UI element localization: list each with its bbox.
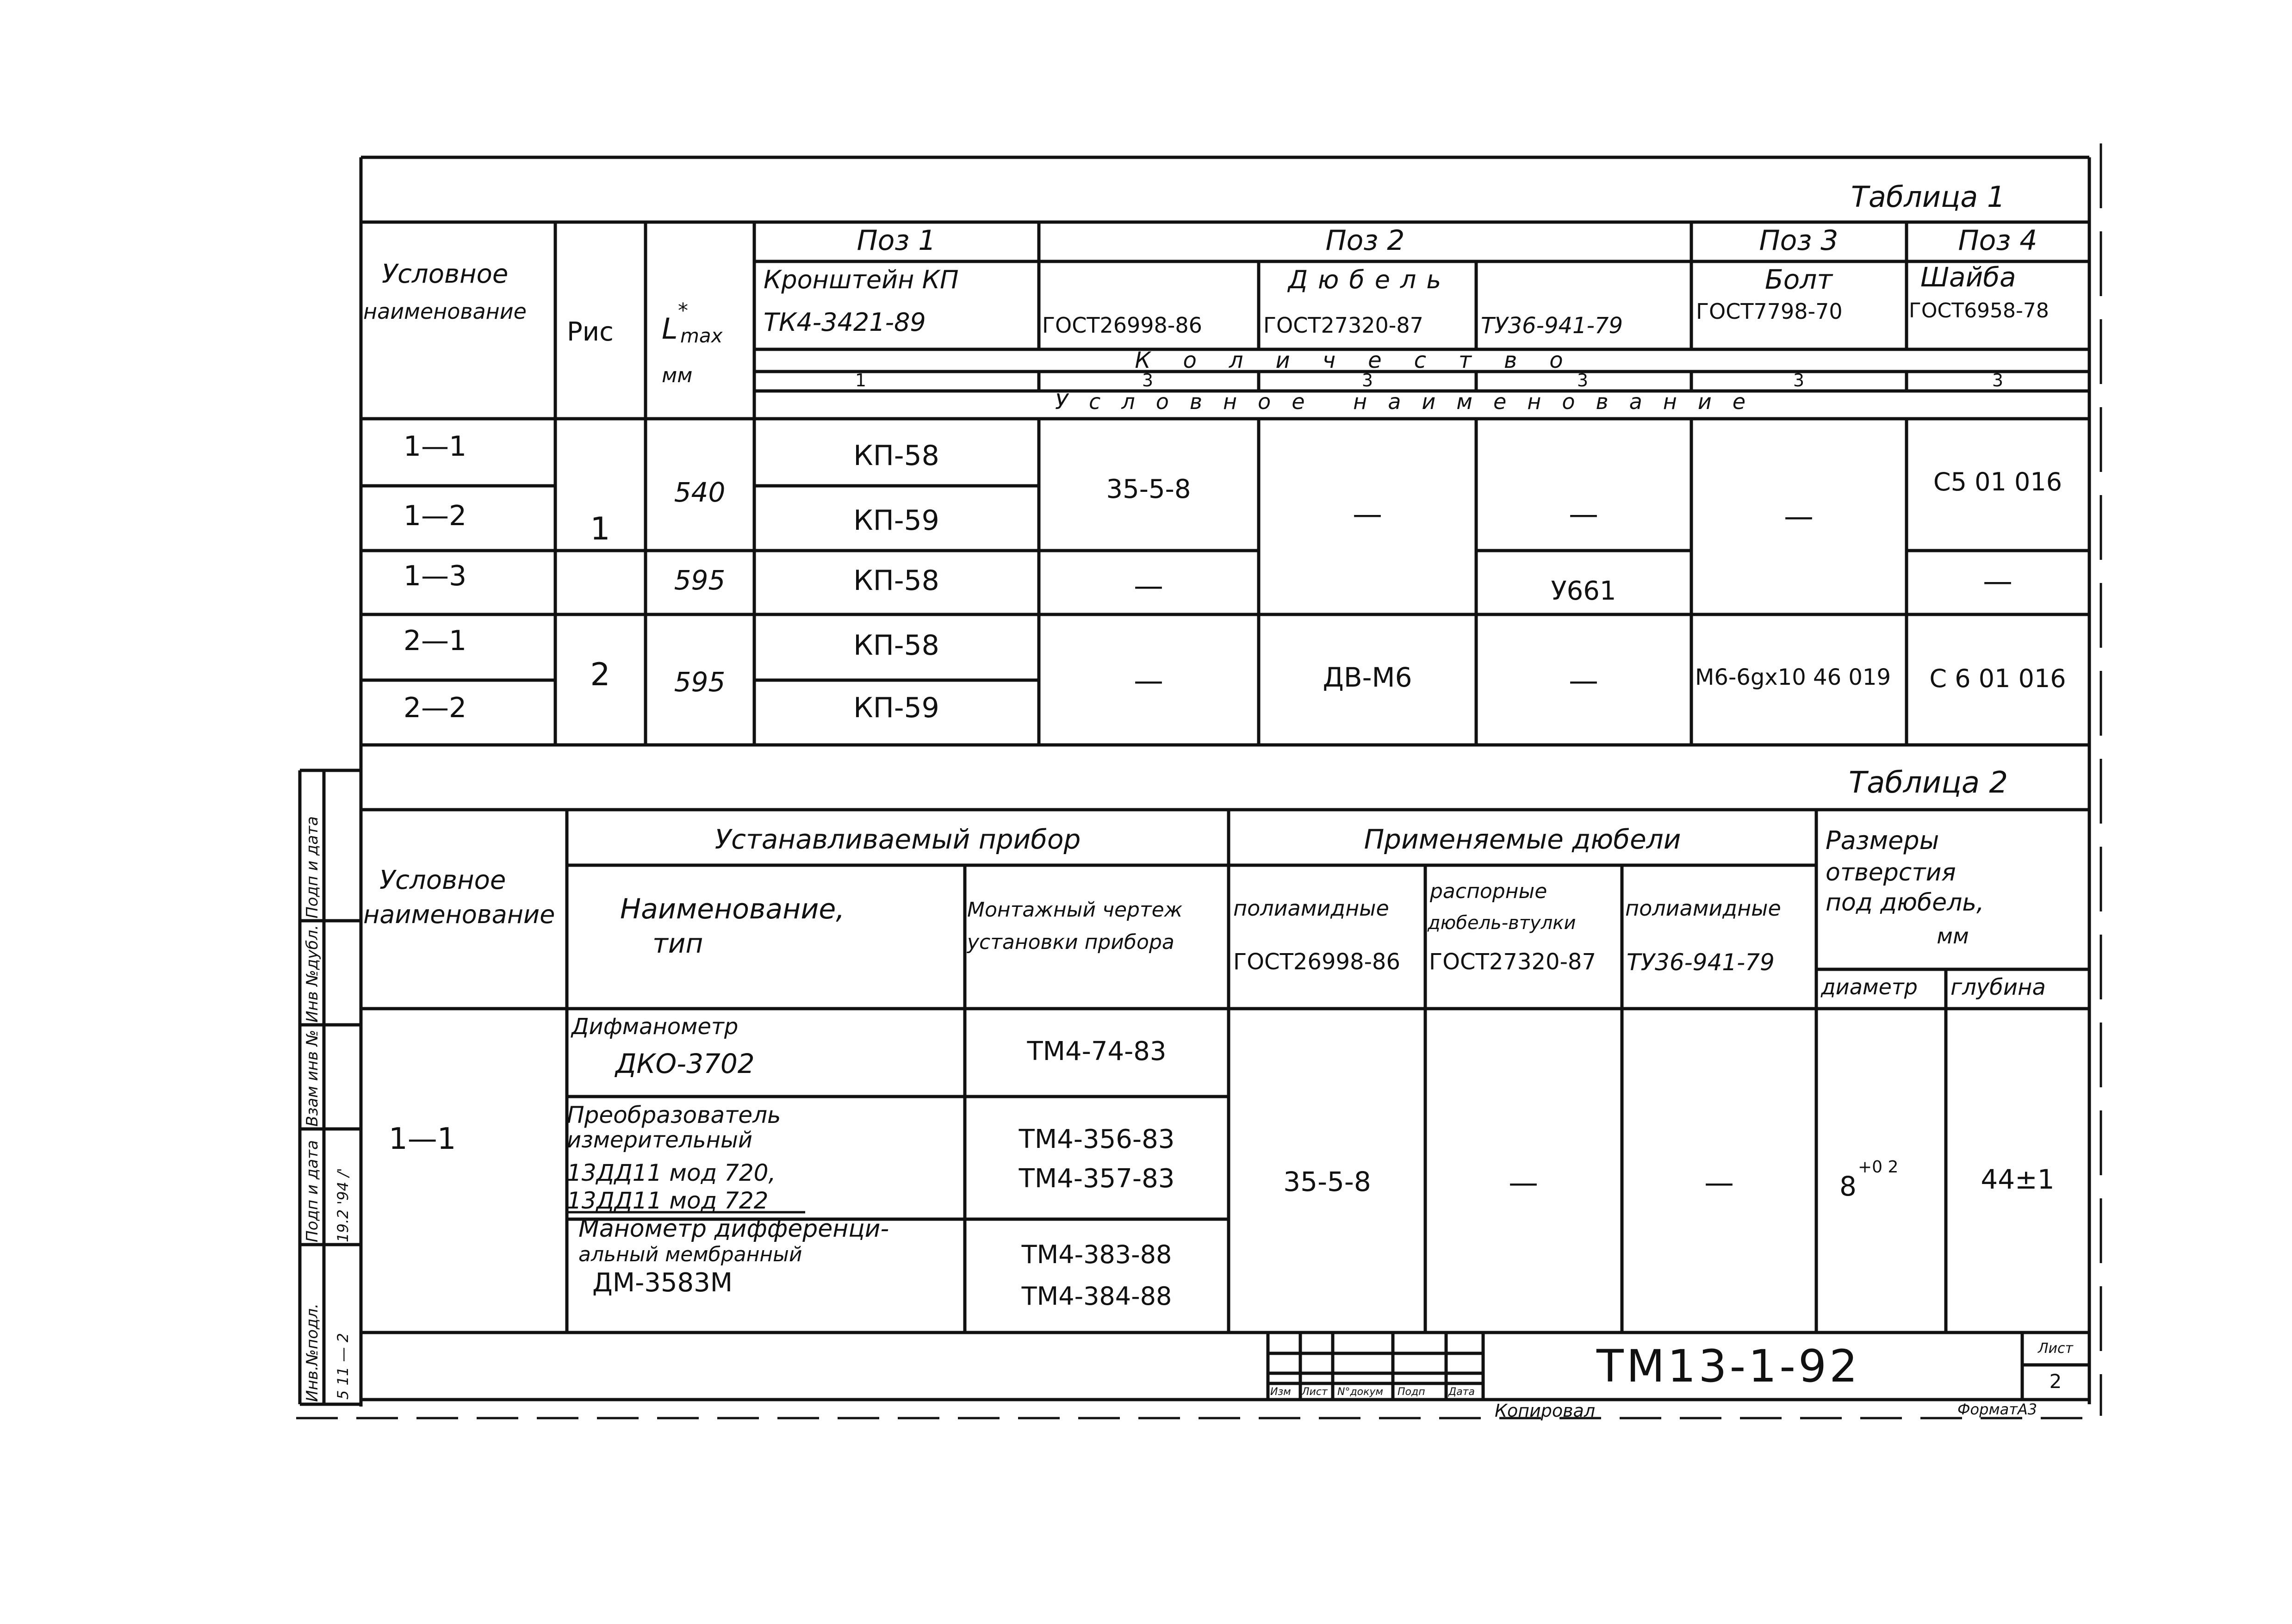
t1-qty-pos2b: 3 (1361, 370, 1373, 391)
t2-device-1-line2: ДКО-3702 (615, 1048, 755, 1079)
t1-pos2-std1: ГОСТ26998-86 (1042, 313, 1202, 338)
t2-header-name-line1: Условное (379, 865, 506, 895)
t1-pos2c-dash: — (1569, 664, 1598, 698)
t1-qty-pos2a: 3 (1142, 370, 1154, 391)
t2-device-1-drawing: ТМ4-74-83 (1027, 1036, 1167, 1066)
t1-qty-pos1: 1 (855, 370, 867, 391)
t2-dowel1-type: полиамидные (1233, 896, 1389, 921)
t2-header-dowels: Применяемые дюбели (1364, 824, 1681, 855)
t1-pos4-std: ГОСТ6958-78 (1909, 299, 2049, 322)
t2-diameter: диаметр (1821, 974, 1918, 999)
t2-device-3-drawing-2: ТМ4-384-88 (1021, 1282, 1172, 1311)
t2-header-drawing-2: установки прибора (967, 930, 1174, 954)
stamp-sign-date-2: Подп и дата (303, 816, 322, 918)
t1-header-pos3: Поз 3 (1759, 224, 1839, 257)
t1-header-lmax-sub: max (680, 324, 723, 347)
t1-header-lmax-symbol: L (662, 312, 678, 346)
t1-header-fig: Рис (567, 317, 614, 347)
t1-row-name: 1—3 (403, 560, 467, 592)
title-col-doc: N°докум (1337, 1386, 1384, 1398)
t1-pos2b-value: ДВ-М6 (1323, 662, 1412, 693)
t2-dowel2-std: ГОСТ27320-87 (1429, 949, 1596, 975)
t2-depth-value: 44±1 (1981, 1164, 2055, 1195)
t2-header-device-name-2: тип (652, 928, 703, 959)
t1-pos1-value: КП-58 (853, 440, 939, 472)
t2-header-device-name-1: Наименование, (620, 893, 845, 925)
t1-pos2-std3: ТУ36-941-79 (1481, 313, 1623, 339)
t2-device-2-line3: 13ДД11 мод 720, (567, 1159, 776, 1186)
t1-pos2a-dash: — (1134, 664, 1163, 698)
t1-header-name-line2: наименование (363, 299, 527, 324)
t1-row-name: 2—2 (403, 692, 467, 724)
t1-cond-name-label: Условное наименование (1055, 389, 1767, 414)
t2-dowel2-type: распорные (1430, 880, 1547, 903)
t1-pos2a-value: 35-5-8 (1106, 474, 1191, 504)
table1-caption: Таблица 1 (1851, 180, 2006, 214)
t2-header-device: Устанавливаемый прибор (714, 824, 1081, 855)
t2-device-1-line1: Дифманометр (571, 1014, 739, 1040)
title-col-date: Дата (1448, 1386, 1475, 1398)
stamp-inv-orig: Инв.№подл. (303, 1303, 322, 1402)
t1-pos4-value: С5 01 016 (1933, 467, 2062, 496)
t2-hole-2: отверстия (1826, 859, 1956, 886)
sheet-label: Лист (2037, 1340, 2074, 1357)
t1-qty-pos2c: 3 (1577, 370, 1589, 391)
t2-hole-4: мм (1937, 924, 1969, 948)
t1-pos3-std: ГОСТ7798-70 (1696, 299, 1843, 324)
stamp-replace-inv: Взам инв № (303, 1029, 322, 1127)
t2-device-2-line2: измерительный (567, 1127, 753, 1153)
t1-lmax-1: 540 (674, 477, 726, 508)
t1-pos1-value: КП-59 (853, 504, 939, 537)
t2-device-2-line1: Преобразователь (567, 1102, 781, 1128)
t2-dowel3-value: — (1704, 1166, 1734, 1200)
title-col-sign: Подп (1398, 1386, 1425, 1398)
t1-pos2-item: Дюбель (1288, 265, 1452, 294)
t1-row-name: 2—1 (403, 625, 467, 657)
format-label: ФорматА3 (1957, 1401, 2037, 1418)
t1-qty-pos3: 3 (1793, 370, 1805, 391)
copied-label: Копировал (1495, 1401, 1596, 1421)
t1-pos1-value: КП-59 (853, 692, 939, 724)
t1-pos2a-dash: — (1134, 569, 1163, 603)
t1-pos3-item: Болт (1764, 264, 1833, 295)
stamp-sign-date-1: Подп и дата (303, 1140, 322, 1242)
t1-pos2c-dash: — (1569, 497, 1598, 532)
table2-caption: Таблица 2 (1849, 766, 2008, 800)
t2-depth: глубина (1950, 974, 2046, 1000)
t2-device-2-drawing-1: ТМ4-356-83 (1019, 1124, 1175, 1154)
t1-pos4-dash: — (1983, 564, 2012, 599)
t2-diameter-value: 8 (1839, 1171, 1857, 1202)
sheet-number: 2 (2049, 1370, 2062, 1393)
t1-qty-pos4: 3 (1992, 370, 2004, 391)
t1-header-lmax-star: * (678, 299, 688, 322)
t1-pos1-value: КП-58 (853, 629, 939, 662)
t1-fig-2: 2 (590, 657, 610, 693)
t2-dowel2-value: — (1509, 1166, 1538, 1200)
t1-pos1-item: Кронштейн КП (764, 265, 959, 294)
t1-row-name: 1—2 (403, 500, 467, 532)
stamp-inv-orig-value: 5 11 — 2 (334, 1333, 352, 1400)
t2-device-2-drawing-2: ТМ4-357-83 (1019, 1164, 1175, 1194)
t2-device-3-line1: Манометр дифференци- (578, 1215, 889, 1243)
t2-device-3-line2: альный мембранный (578, 1243, 802, 1266)
title-col-izm: Изм (1270, 1386, 1291, 1398)
stamp-inv-dup: Инв №дубл. (303, 924, 322, 1023)
t1-pos3-value: М6-6gх10 46 019 (1695, 664, 1891, 690)
t1-header-pos1: Поз 1 (857, 224, 936, 257)
t2-dowel2-type2: дюбель-втулки (1428, 912, 1576, 934)
t2-header-drawing-1: Монтажный чертеж (967, 898, 1183, 922)
title-col-list: Лист (1302, 1386, 1328, 1398)
t2-row-name: 1—1 (389, 1122, 456, 1156)
t2-hole-1: Размеры (1826, 826, 1939, 855)
t1-pos2c-value: У661 (1551, 576, 1616, 606)
t1-pos4-item: Шайба (1920, 261, 2016, 293)
t2-dowel3-std: ТУ36-941-79 (1627, 949, 1775, 976)
t1-pos1-std: ТК4-3421-89 (764, 308, 926, 337)
t1-fig-1: 1 (590, 511, 610, 547)
t2-device-3-drawing-1: ТМ4-383-88 (1021, 1240, 1172, 1269)
doc-code: ТМ13-1-92 (1596, 1340, 1861, 1392)
t1-pos2b-dash: — (1353, 497, 1382, 532)
t1-lmax-2: 595 (674, 564, 726, 596)
t1-pos4-value: С 6 01 016 (1929, 664, 2066, 693)
t2-hole-3: под дюбель, (1826, 889, 1984, 917)
t1-lmax-3: 595 (674, 666, 726, 698)
t1-row-name: 1—1 (403, 430, 467, 463)
t2-header-name-line2: наименование (363, 900, 555, 929)
stamp-sign-date-value: 19.2 '94 /' (334, 1168, 352, 1242)
t2-device-3-line3: ДМ-3583М (592, 1268, 733, 1298)
t1-header-pos4: Поз 4 (1958, 224, 2037, 257)
t1-pos2-std2: ГОСТ27320-87 (1263, 313, 1423, 338)
t1-quantity-label: Количество (1135, 347, 1596, 373)
t2-dowel1-std: ГОСТ26998-86 (1233, 949, 1400, 975)
t2-dowel3-type: полиамидные (1625, 896, 1781, 921)
t1-header-lmax-unit: мм (662, 364, 693, 387)
t2-dowel1-value: 35-5-8 (1283, 1166, 1371, 1197)
t1-header-pos2: Поз 2 (1325, 224, 1405, 257)
t2-diameter-tolerance: +0 2 (1858, 1158, 1899, 1177)
t2-device-2-line4: 13ДД11 мод 722 (567, 1187, 769, 1214)
t1-pos1-value: КП-58 (853, 564, 939, 597)
t1-pos3-dash: — (1784, 500, 1814, 534)
t1-header-name-line1: Условное (382, 259, 509, 289)
